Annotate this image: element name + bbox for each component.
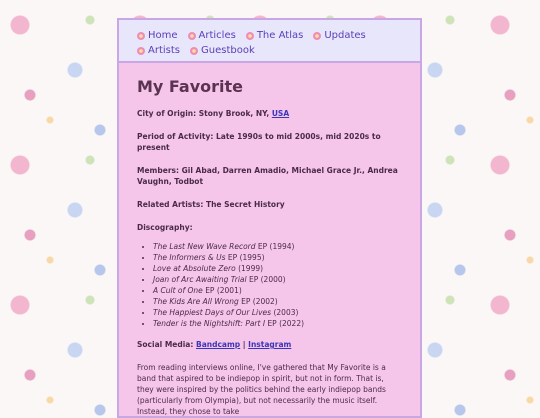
social-separator: |: [240, 340, 249, 349]
members-label: Members:: [137, 166, 179, 175]
list-item: [153, 296, 402, 307]
instagram-link[interactable]: Instagram: [248, 340, 292, 349]
album-title: The Informers & Us: [153, 253, 226, 262]
list-item: [153, 274, 402, 285]
album-suffix: EP (2000): [246, 275, 286, 284]
nav-item-home[interactable]: [137, 28, 178, 43]
nav-item-guestbook[interactable]: [190, 43, 255, 58]
nav-label: Home: [148, 30, 178, 41]
related-field: [137, 199, 402, 210]
album-title: Love at Absolute Zero: [153, 264, 236, 273]
period-field: [137, 131, 402, 153]
album-title: Joan of Arc Awaiting Trial: [153, 275, 247, 284]
body-paragraph: From reading interviews online, I've gathered that My Favorite is a band that aspired to be indiepop in spirit, but not in form. That is, they were inspired by the politics behind the early indiepop bands (particularly from Olympia), but not necessarily the music itself. Instead, they chose to take: [137, 363, 386, 416]
list-item: [153, 252, 402, 263]
nav-item-articles[interactable]: [188, 28, 236, 43]
origin-value: Stony Brook, NY,: [198, 109, 270, 118]
flower-icon: [137, 47, 145, 55]
album-title: A Cult of One: [153, 286, 203, 295]
flower-icon: [188, 32, 196, 40]
members-value: Gil Abad, Darren Amadio, Michael Grace Jr., Andrea Vaughn, Todbot: [137, 166, 398, 186]
nav-item-artists[interactable]: [137, 43, 180, 58]
album-suffix: EP (2002): [238, 297, 278, 306]
social-label: Social Media:: [137, 340, 194, 349]
nav-label: Articles: [198, 30, 236, 41]
top-nav: [119, 20, 420, 63]
related-label: Related Artists:: [137, 200, 204, 209]
nav-row-1: [137, 28, 410, 43]
flower-icon: [246, 32, 254, 40]
members-field: [137, 165, 402, 187]
album-title: The Kids Are All Wrong: [153, 297, 239, 306]
related-value: The Secret History: [205, 200, 285, 209]
article-content: [119, 63, 420, 417]
nav-label: Artists: [148, 45, 180, 56]
nav-item-the-atlas[interactable]: [246, 28, 303, 43]
page-title: My Favorite: [137, 77, 244, 96]
album-title: The Happiest Days of Our Lives: [153, 308, 272, 317]
discography-heading: Discography:: [137, 223, 193, 232]
list-item: [153, 285, 402, 296]
album-suffix: (2003): [271, 308, 299, 317]
flower-icon: [137, 32, 145, 40]
list-item: [153, 318, 402, 329]
nav-label: The Atlas: [256, 30, 304, 41]
bandcamp-link[interactable]: Bandcamp: [196, 340, 241, 349]
album-suffix: (1999): [235, 264, 264, 273]
flower-icon: [190, 47, 198, 55]
list-item: [153, 241, 402, 252]
origin-label: City of Origin:: [137, 109, 197, 118]
album-suffix: EP (1994): [255, 242, 295, 251]
album-suffix: EP (1995): [225, 253, 265, 262]
nav-label: Guestbook: [201, 45, 255, 56]
main-panel: [117, 18, 422, 418]
nav-item-updates[interactable]: [313, 28, 365, 43]
nav-row-2: [137, 43, 410, 58]
list-item: [153, 307, 402, 318]
period-label: Period of Activity:: [137, 132, 214, 141]
album-suffix: EP (2001): [202, 286, 242, 295]
origin-field: [137, 108, 402, 119]
discography-list: [137, 241, 402, 329]
nav-label: Updates: [324, 30, 366, 41]
list-item: [153, 263, 402, 274]
period-value: Late 1990s to mid 2000s, mid 2020s to present: [137, 132, 381, 152]
album-suffix: EP (2022): [265, 319, 305, 328]
flower-icon: [313, 32, 321, 40]
social-field: [137, 339, 402, 350]
origin-link[interactable]: USA: [271, 109, 290, 118]
album-title: The Last New Wave Record: [153, 242, 256, 251]
album-title: Tender is the Nightshift: Part I: [153, 319, 266, 328]
